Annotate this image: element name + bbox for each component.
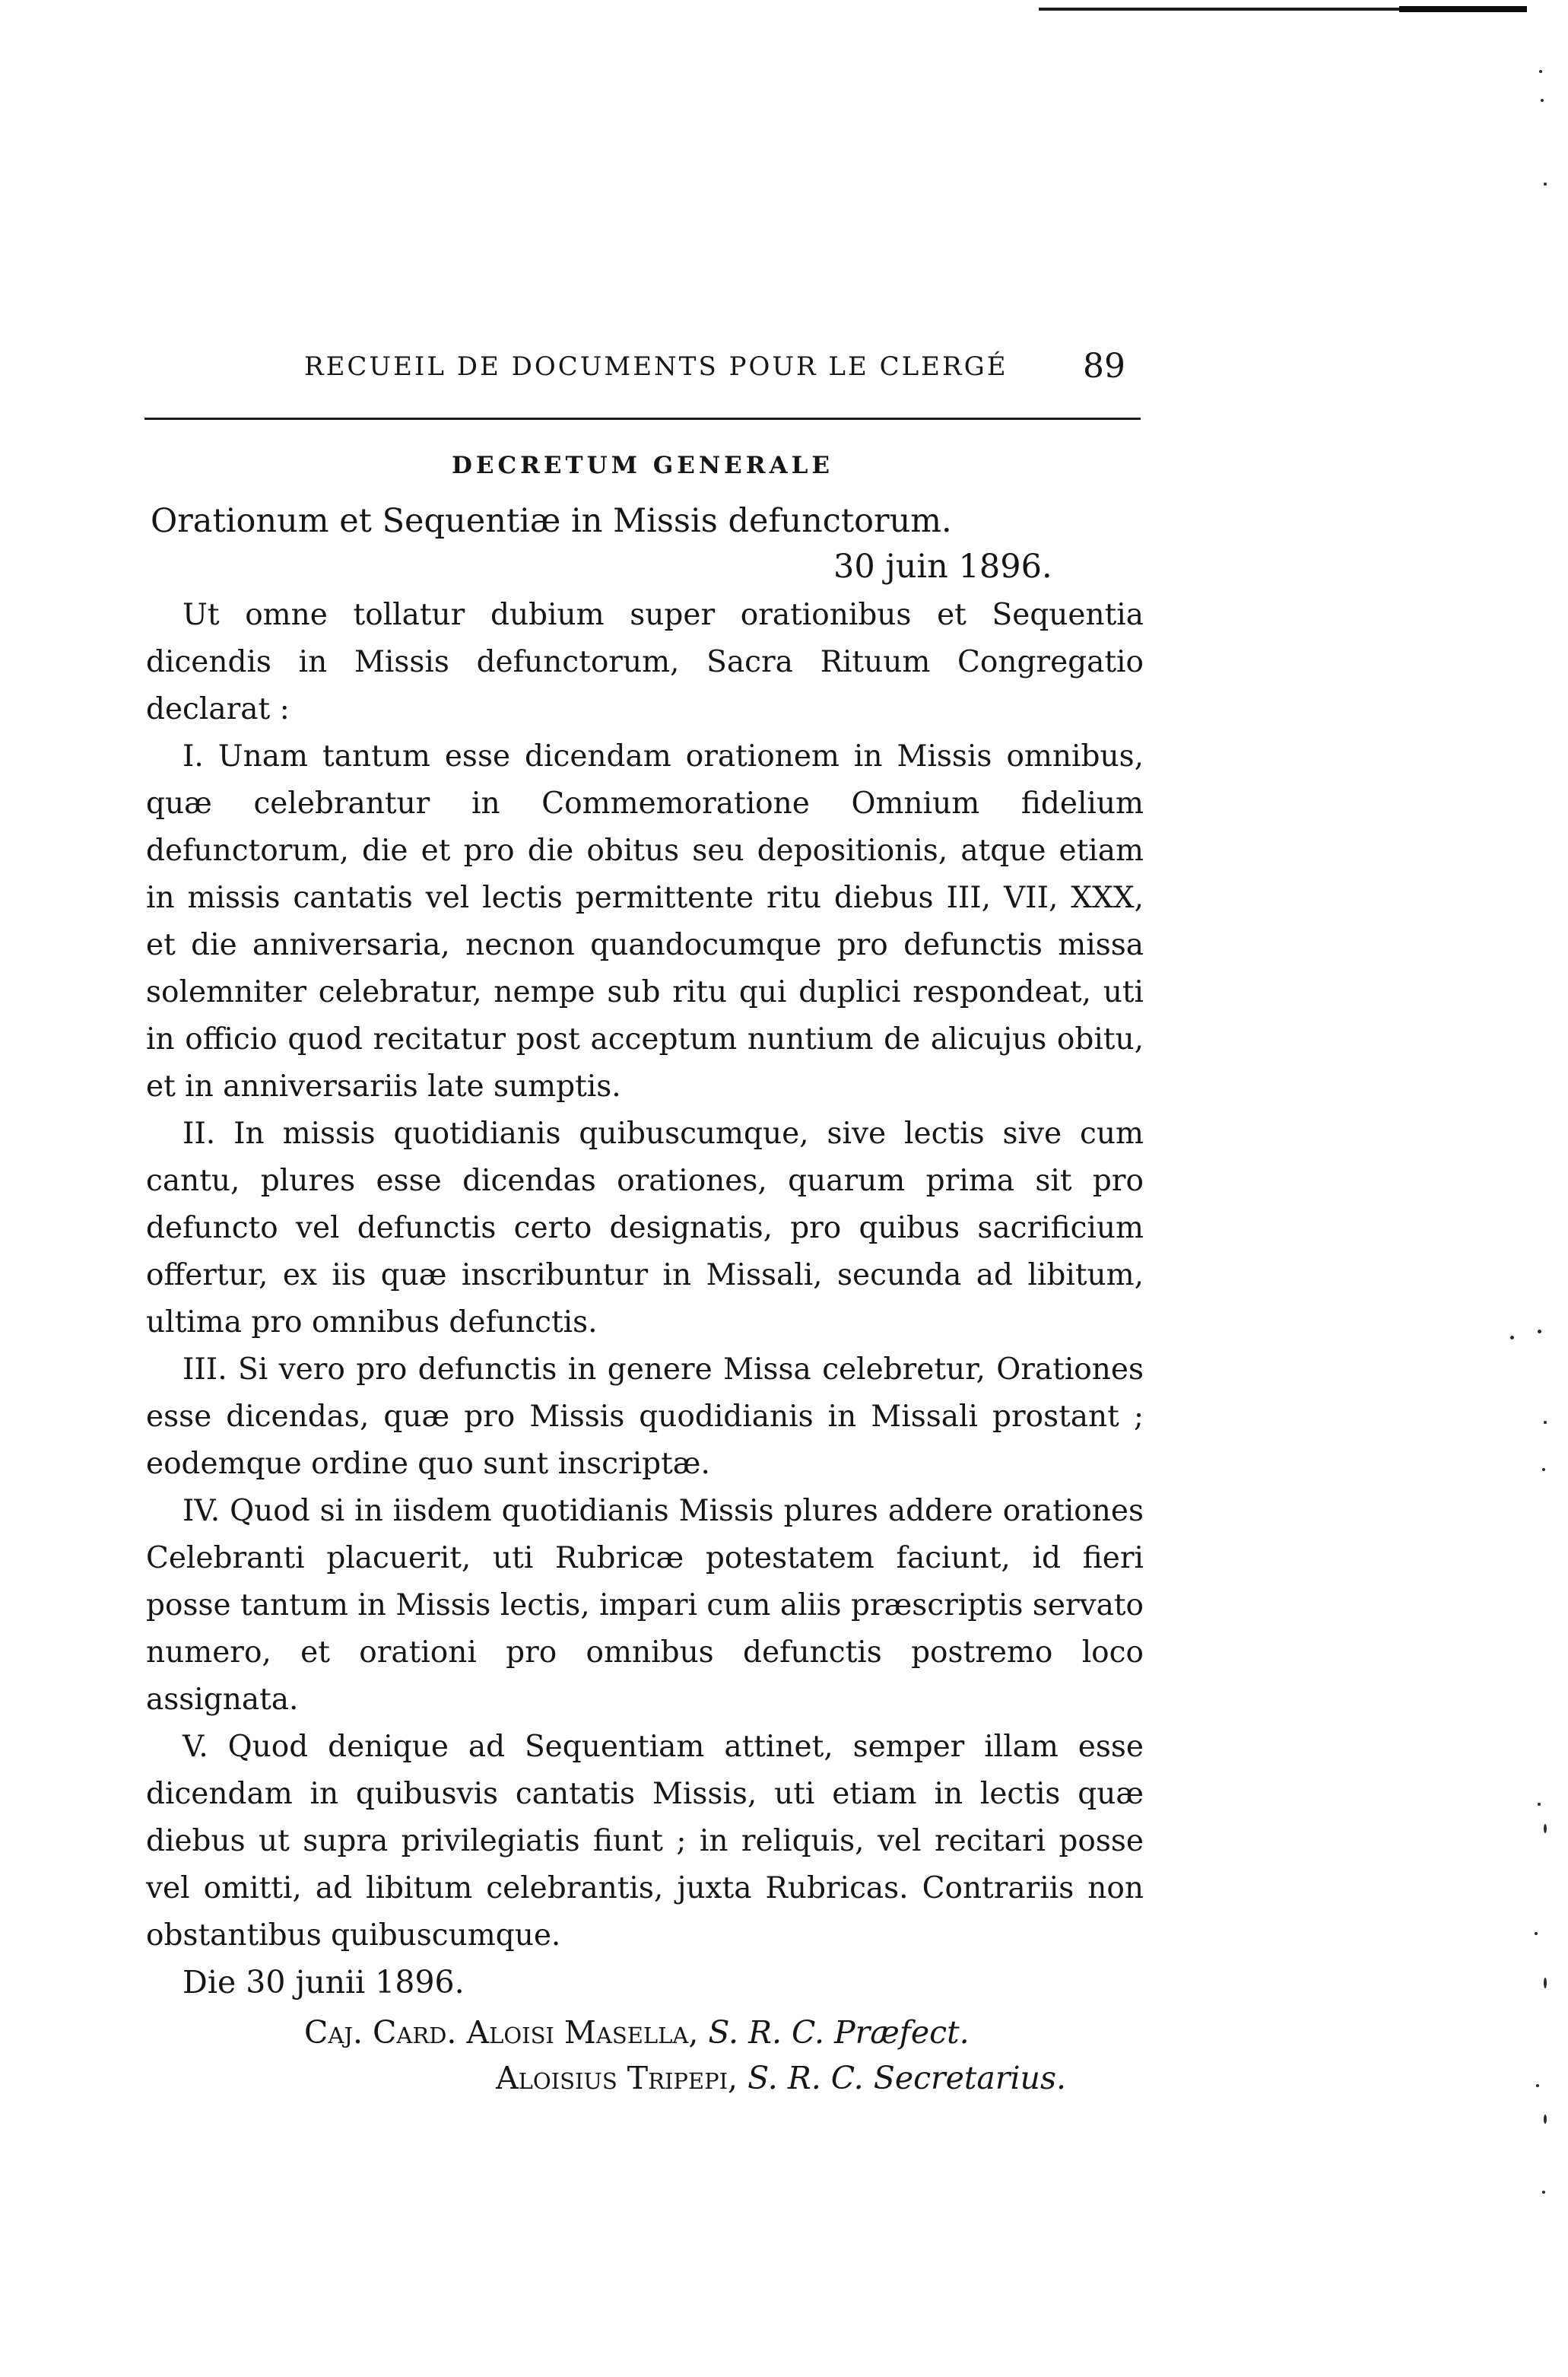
header-rule (144, 418, 1141, 420)
prefect-title: S. R. C. Præfect. (708, 2014, 970, 2051)
scan-speck (1544, 183, 1547, 186)
signature-secretary (496, 2060, 1568, 2096)
scan-speck (1544, 1421, 1547, 1424)
article-5: V. Quod denique ad Sequentiam attinet, semper illam esse dicendam in quibusvis cantatis Missis, uti etiam in lectis quæ diebus ut supra privilegiatis fiunt ; in reliquis, vel recitari posse vel omitti, ad libitum celebrantis, juxta Rubricas. Contrariis non obstantibus quibuscumque. (146, 1730, 1144, 1953)
running-head: RECUEIL DE DOCUMENTS POUR LE CLERGÉ (304, 351, 1008, 382)
article-1: I. Unam tantum esse dicendam orationem in Missis omnibus, quæ celebrantur in Commemoratione Omnium fidelium defunctorum, die et pro die obitus seu depositionis, atque etiam in missis cantatis vel lectis permittente ritu diebus III, VII, XXX, et die anniversaria, necnon quandocumque pro defunctis missa solemniter celebratur, nempe sub ritu qui duplici respondeat, uti in officio quod recitatur post acceptum nuntium de alicujus obitu, et in anniversariis late sumptis. (146, 739, 1144, 1104)
decree-date: 30 juin 1896. (833, 548, 1052, 586)
intro-paragraph: Ut omne tollatur dubium super orationibus et Sequentia dicendis in Missis defunctorum, Sacra Rituum Congregatio declarat : (146, 598, 1144, 726)
article-2: II. In missis quotidianis quibuscumque, sive lectis sive cum cantu, plures esse dicendas orationes, quarum prima sit pro defuncto vel defunctis certo designatis, pro quibus sacrificium offertur, ex iis quæ inscribuntur in Missali, secunda ad libitum, ultima pro omnibus defunctis. (146, 1117, 1144, 1339)
article-3: III. Si vero pro defunctis in genere Missa celebretur, Orationes esse dicendas, quæ pro Missis quodidianis in Missali prostant ; eodemque ordine quo sunt inscriptæ. (146, 1352, 1144, 1481)
signature-prefect (304, 2014, 1568, 2051)
decree-subtitle: Orationum et Sequentiæ in Missis defunctorum. (151, 502, 952, 540)
scan-speck (1542, 2191, 1545, 2194)
secretary-title: S. R. C. Secretarius. (747, 2060, 1067, 2096)
decree-title: DECRETUM GENERALE (451, 452, 834, 479)
page-header (304, 347, 1125, 389)
scan-speck (1538, 1803, 1541, 1806)
scan-edge-rule-thick (1399, 6, 1527, 12)
scan-speck (1542, 1468, 1545, 1471)
scan-speck (1539, 70, 1542, 73)
scan-speck (1538, 1330, 1541, 1333)
article-4: IV. Quod si in iisdem quotidianis Missis plures addere orationes Celebranti placuerit, uti Rubricæ potestatem faciunt, id fieri posse tantum in Missis lectis, impari cum aliis præscriptis servato numero, et orationi pro omnibus defunctis postremo loco assignata. (146, 1494, 1144, 1717)
prefect-name: Caj. Card. Aloisi Masella, (304, 2014, 699, 2051)
decree-body (146, 592, 1144, 1959)
scan-speck (1535, 1932, 1538, 1935)
scan-speck (1510, 1336, 1514, 1339)
scan-speck (1544, 2115, 1547, 2124)
signoff-date: Die 30 junii 1896. (183, 1964, 465, 2000)
scan-speck (1544, 1824, 1547, 1833)
page-number: 89 (1083, 347, 1125, 386)
scan-speck (1541, 99, 1544, 102)
secretary-name: Aloisius Tripepi, (496, 2060, 738, 2096)
